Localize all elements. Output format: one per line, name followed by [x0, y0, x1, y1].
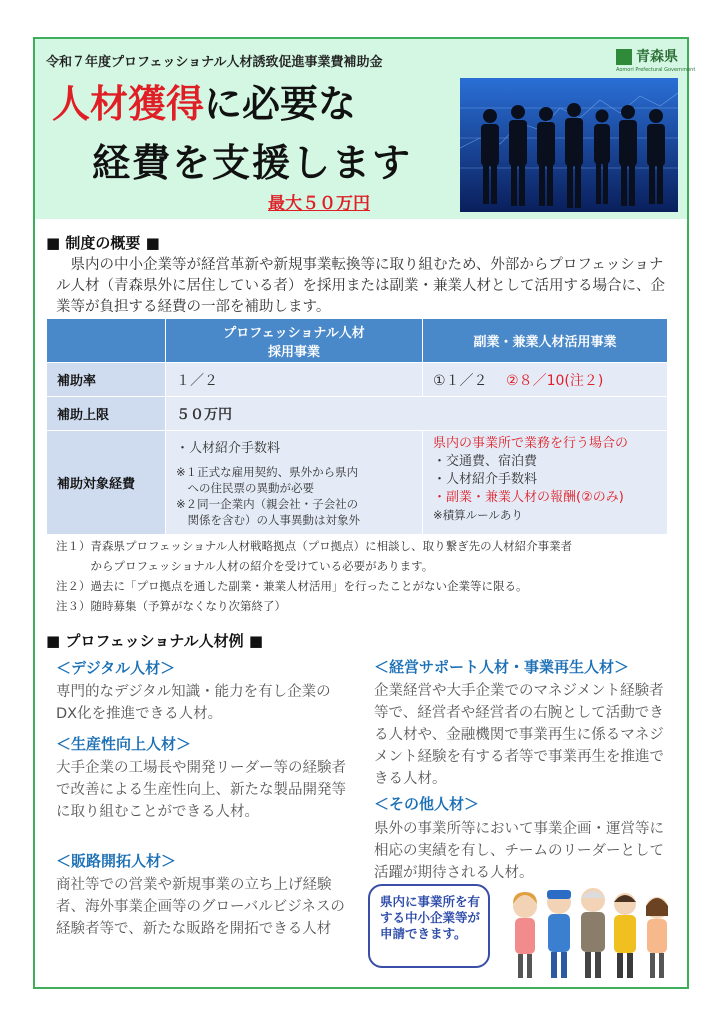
program-subtitle: 令和７年度プロフェッショナル人材誘致促進事業費補助金	[46, 55, 383, 70]
business-people-photo	[460, 78, 678, 212]
other-body: 県外の事業所等において事業企画・運営等に相応の実績を有し、チームのリーダーとして活躍が期待される人材。	[374, 821, 664, 881]
prefecture-mark-icon	[616, 49, 632, 65]
subsidy-table	[46, 318, 668, 535]
examples-heading: ■ プロフェッショナル人材例 ■	[46, 632, 263, 650]
note-line: 注３）随時募集（予算がなくなり次第終了）	[56, 599, 286, 613]
table-row	[47, 397, 668, 431]
column-header-recruit-line2: 採用事業	[267, 344, 320, 360]
cost-sidejob-1: 県内の事業所で業務を行う場合の	[433, 436, 629, 451]
note-line: 注１）青森県プロフェッショナル人材戦略拠点（プロ拠点）に相談し、取り繋ぎ先の人材紹介事業者	[56, 539, 573, 553]
prefecture-logo	[616, 46, 696, 76]
cost-sidejob-3: ・人材紹介手数料	[433, 472, 538, 487]
cost-sidejob-2: ・交通費、宿泊費	[433, 454, 538, 469]
digital-body: 専門的なデジタル知識・能力を有し企業のDX化を推進できる人材。	[56, 684, 331, 722]
rate-sidejob	[423, 363, 668, 397]
note-line: 注２）過去に「プロ拠点を通した副業・兼業人材活用」を行ったことがない企業等に限る。	[56, 579, 528, 593]
logo-text: 青森県	[636, 49, 678, 65]
cost-sidejob	[423, 431, 668, 535]
cost-recruit-main: ・人材紹介手数料	[176, 441, 281, 456]
table-corner	[47, 319, 166, 363]
row-label-cost: 補助対象経費	[47, 431, 166, 535]
cost-sidejob-5: ※積算ルールあり	[433, 508, 523, 522]
cost-recruit	[166, 431, 423, 535]
row-label-limit: 補助上限	[47, 397, 166, 431]
rate-sidejob-2: ②８／10(注２)	[506, 372, 604, 389]
headline-line2: 経費を支援します	[92, 141, 413, 185]
overview-intro: 県内の中小企業等が経営革新や新規事業転換等に取り組むため、外部からプロフェッショナル人材（青森県外に居住している者）を採用または副業・兼業人材として活用する場合に、企業等が負担する経費の一部を補助します。	[56, 257, 665, 315]
rate-recruit: １／２	[166, 363, 423, 397]
headline-rest: に必要な	[204, 82, 357, 126]
rate-sidejob-1: ①１／２	[433, 372, 488, 389]
productivity-title: ＜生産性向上人材＞	[56, 735, 192, 753]
cost-recruit-note2b: 関係を含む）の人事異動は対象外	[176, 513, 360, 527]
table-notes	[56, 536, 572, 616]
sales-body: 商社等での営業や新規事業の立ち上げ経験者、海外事業企画等のグローバルビジネスの経験者等で、新たな販路を開拓できる人材	[56, 877, 345, 937]
eligibility-text: 県内に事業所を有する中小企業等が申請できます。	[380, 894, 481, 941]
column-header-sidejob: 副業・兼業人材活用事業	[423, 319, 668, 363]
other-title: ＜その他人材＞	[374, 795, 480, 813]
digital-title: ＜デジタル人材＞	[56, 659, 176, 677]
cost-recruit-note1b: への住民票の異動が必要	[176, 481, 314, 495]
cost-recruit-note2a: ※２同一企業内（親会社・子会社の	[176, 497, 359, 511]
note-line: からプロフェッショナル人材の紹介を受けている必要があります。	[56, 559, 434, 573]
eligibility-bubble	[368, 884, 490, 968]
cost-sidejob-4: ・副業・兼業人材の報酬(②のみ)	[433, 490, 624, 505]
limit-value: ５０万円	[166, 397, 668, 431]
headline-line1	[52, 80, 356, 128]
logo-subtext: Aomori Prefectural Government	[616, 67, 696, 73]
table-row	[47, 431, 668, 535]
staff-illustration	[505, 880, 677, 980]
productivity-body: 大手企業の工場長や開発リーダー等の経験者で改善による生産性向上、新たな製品開発等に取り組むことができる人材。	[56, 760, 346, 820]
column-header-recruit	[166, 319, 423, 363]
column-header-recruit-line1: プロフェッショナル人材	[223, 325, 365, 341]
max-amount: 最大５０万円	[268, 194, 370, 214]
sales-title: ＜販路開拓人材＞	[56, 852, 177, 870]
table-row	[47, 363, 668, 397]
management-title: ＜経営サポート人材・事業再生人材＞	[374, 658, 630, 676]
headline-emphasis: 人材獲得	[52, 82, 205, 126]
management-body: 企業経営や大手企業でのマネジメント経験者等で、経営者や経営者の右腕として活動できる人材や、金融機関で事業再生に係るマネジメント経験を有する者等で事業再生を推進できる人材。	[374, 683, 664, 787]
overview-heading: ■ 制度の概要 ■	[46, 234, 160, 252]
cost-recruit-note1a: ※１正式な雇用契約、県外から県内	[176, 465, 359, 479]
row-label-rate: 補助率	[47, 363, 166, 397]
